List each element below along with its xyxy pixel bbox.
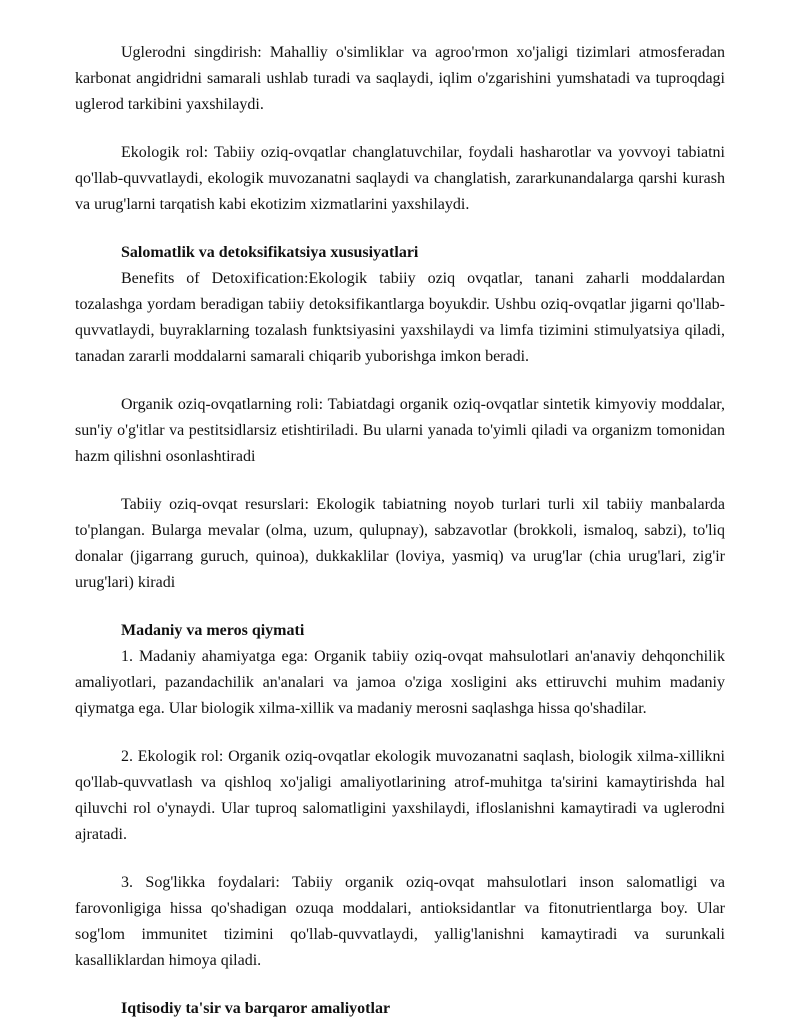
paragraph-detox-benefits: Benefits of Detoxification:Ekologik tabiiy oziq ovqatlar, tanani zaharli moddalardan tozalashga yordam beradigan tabiiy detoksifikantlarga boyukdir. Ushbu oziq-ovqatlar jigarni qo'llab-quvvatlaydi, buyraklarning tozalash funktsiyasini yaxshilaydi va limfa tizimini stimulyatsiya qiladi, tanadan zararli moddalarni samarali chiqarib yuborishga imkon beradi.: [75, 270, 725, 365]
section-heading-economic-impact: Iqtisodiy ta'sir va barqaror amaliyotlar: [121, 1000, 391, 1017]
section-heading-health-detox: Salomatlik va detoksifikatsiya xususiyatlari: [121, 244, 419, 261]
paragraph-natural-resources: Tabiiy oziq-ovqat resurslari: Ekologik tabiatning noyob turlari turli xil tabiiy manbalarda to'plangan. Bularga mevalar (olma, uzum, qulupnay), sabzavotlar (brokkoli, ismaloq, sabzi), to'liq donalar (jigarrang guruch, quinoa), dukkaklilar (loviya, yasmiq) va urug'lar (chia urug'lari, zig'ir urug'lari) kiradi: [75, 496, 725, 591]
paragraph-ecological-role: Ekologik rol: Tabiiy oziq-ovqatlar changlatuvchilar, foydali hasharotlar va yovvoyi tabiatni qo'llab-quvvatlaydi, ekologik muvozanatni saqlaydi va changlatish, zararkunandalarga qarshi kurash va urug'larni tarqatish kabi ekotizim xizmatlarini yaxshilaydi.: [75, 144, 725, 213]
paragraph-cultural-significance: 1. Madaniy ahamiyatga ega: Organik tabiiy oziq-ovqat mahsulotlari an'anaviy dehqonchilik amaliyotlari, pazandachilik an'analari va jamoa o'ziga xosligini aks ettiruvchi muhim madaniy qiymatga ega. Ular biologik xilma-xillik va madaniy merosni saqlashga hissa qo'shadilar.: [75, 648, 725, 717]
document-page: [75, 40, 725, 1022]
section-heading-cultural-heritage: Madaniy va meros qiymati: [121, 622, 305, 639]
paragraph-health-benefits: 3. Sog'likka foydalari: Tabiiy organik oziq-ovqat mahsulotlari inson salomatligi va farovonligiga hissa qo'shadigan ozuqa moddalari, antioksidantlar va fitonutrientlarga boy. Ular sog'lom immunitet tizimini qo'llab-quvvatlaydi, yallig'lanishni kamaytiradi va surunkali kasalliklardan himoya qiladi.: [75, 874, 725, 969]
paragraph-organic-role: Organik oziq-ovqatlarning roli: Tabiatdagi organik oziq-ovqatlar sintetik kimyoviy moddalar, sun'iy o'g'itlar va pestitsidlarsiz etishtiriladi. Bu ularni yanada to'yimli qiladi va organizm tomonidan hazm qilishni osonlashtiradi: [75, 396, 725, 465]
paragraph-carbon-sequestration: Uglerodni singdirish: Mahalliy o'simliklar va agroo'rmon xo'jaligi tizimlari atmosferadan karbonat angidridni samarali ushlab turadi va saqlaydi, iqlim o'zgarishini yumshatadi va tuproqdagi uglerod tarkibini yaxshilaydi.: [75, 44, 725, 113]
paragraph-ecological-role-2: 2. Ekologik rol: Organik oziq-ovqatlar ekologik muvozanatni saqlash, biologik xilma-xillikni qo'llab-quvvatlash va qishloq xo'jaligi amaliyotlarining atrof-muhitga ta'sirini kamaytirishda hal qiluvchi rol o'ynaydi. Ular tuproq salomatligini yaxshilaydi, ifloslanishni kamaytiradi va uglerodni ajratadi.: [75, 748, 725, 843]
